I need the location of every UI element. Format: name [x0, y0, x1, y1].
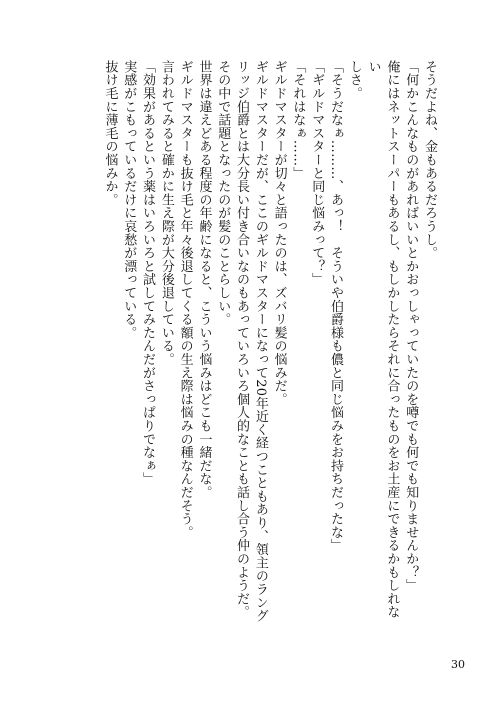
vertical-text-body: [62, 60, 438, 630]
text-line: 「効果があるという薬はいろいろと試してみたんだがさっぱりでなぁ」: [140, 60, 156, 486]
text-line: ギルドマスターも抜け毛と年々後退してくる額の生え際は悩みの種なんだそう。: [177, 60, 193, 539]
text-line: ギルドマスターが切々と語ったのは、ズバリ髪の悩みだ。: [271, 60, 287, 406]
text-line: 「何かこんなものがあればいいとかおっしゃっていたのを噂でも何でも知りませんか？」: [403, 60, 419, 592]
text-line: リッジ伯爵とは大分長い付き合いなのもあっていろいろ個人的なことも話し合う仲のようだ。: [234, 60, 250, 619]
text-line: 世界は違えどある程度の年齢になると、こういう悩みはどこも一緒だな。: [196, 60, 212, 499]
text-line: 言われてみると確かに生え際が大分後退している。: [158, 60, 174, 366]
text-line: 「そうだなぁ………、あっ！ そういや伯爵様も儂と同じ悩みをお持ちだったな」: [328, 60, 344, 553]
text-line: しさ。: [346, 60, 362, 100]
text-line: その中で話題となったのが髪のことらしい。: [215, 60, 231, 326]
text-line: 「それはなぁ……」: [290, 60, 306, 180]
text-line: そうだよね、金もあるだろうし。: [422, 60, 437, 260]
text-line: 「ギルドマスターと同じ悩みって？」: [309, 60, 325, 287]
text-line: 抜け毛に薄毛の悩みか。: [102, 60, 118, 207]
text-line: 俺にはネットスーパーもあるし、もしかしたらそれに合ったものをお土産にできるかもしれない: [365, 60, 400, 619]
text-line: 実感がこもっているだけに哀愁が漂っている。: [121, 60, 137, 340]
text-line: ギルドマスターだが、ここのギルドマスターになって20年近く経つこともあり、領主のラング: [252, 60, 268, 623]
page-number: 30: [451, 658, 465, 671]
